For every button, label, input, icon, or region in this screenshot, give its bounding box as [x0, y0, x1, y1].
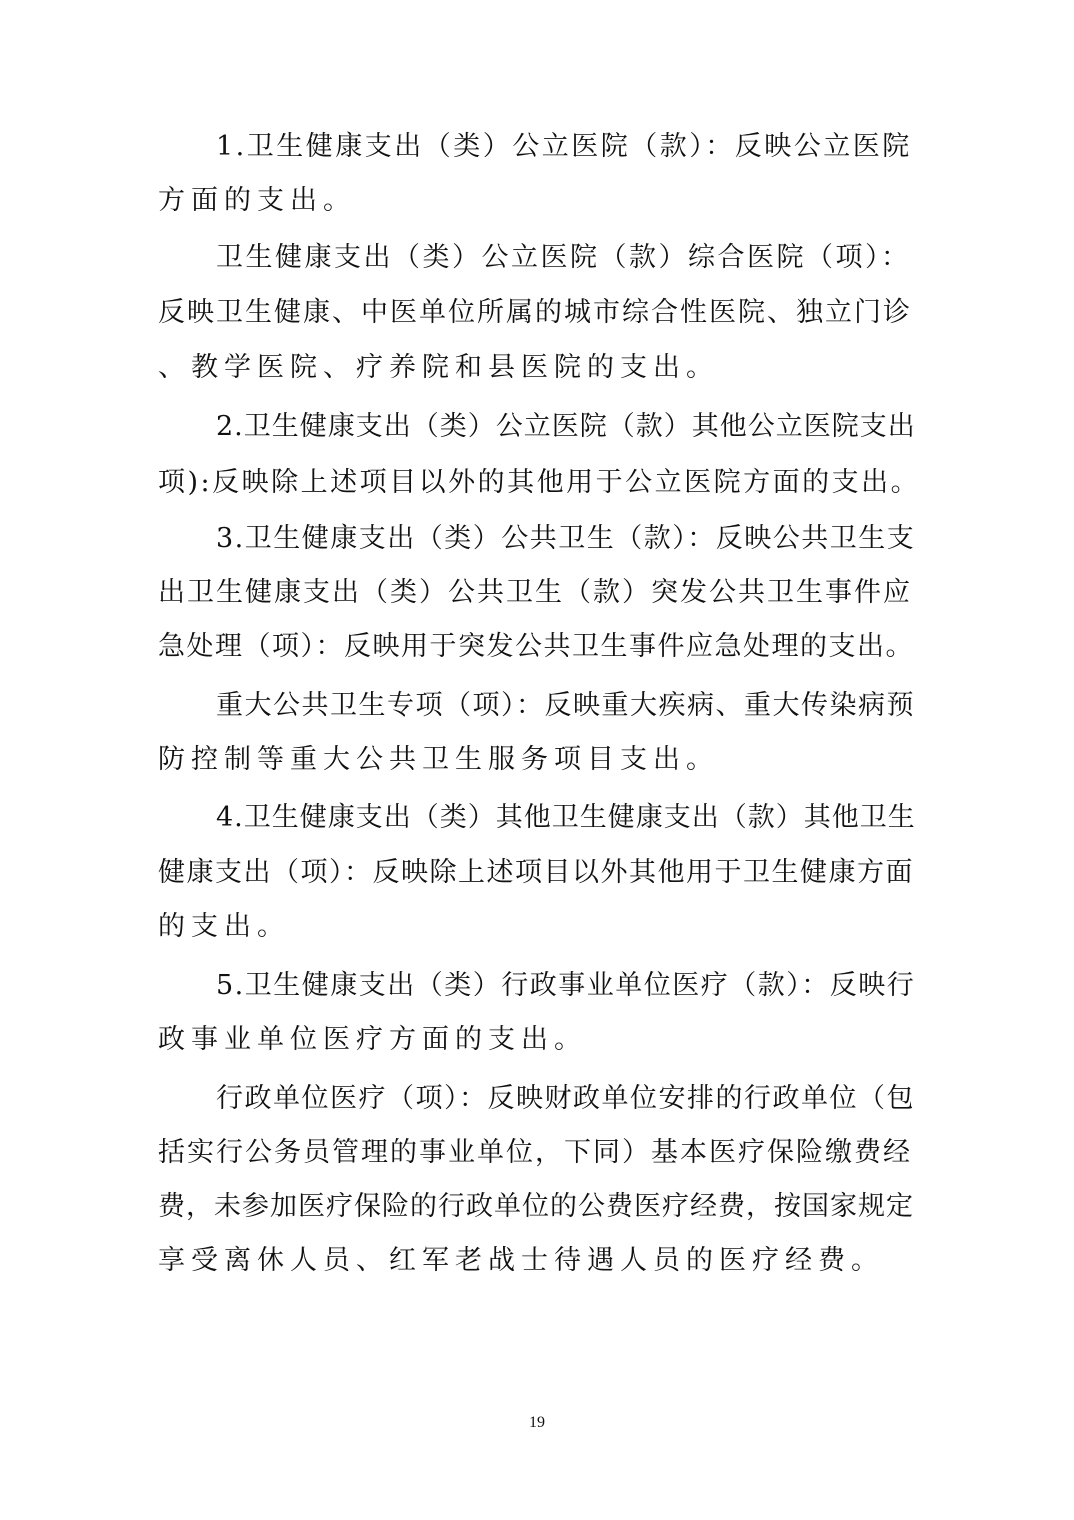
text-line: 政事业单位医疗方面的支出。 [158, 1024, 587, 1055]
text-line: 5.卫生健康支出（类）行政事业单位医疗（款）：反映行 [216, 970, 916, 1001]
text-line: 防控制等重大公共卫生服务项目支出。 [158, 744, 719, 775]
page-number: 19 [529, 1414, 545, 1431]
text-line: 、教学医院、疗养院和县医院的支出。 [158, 352, 719, 383]
text-line: 享受离休人员、红军老战士待遇人员的医疗经费。 [158, 1245, 884, 1276]
text-line: 行政单位医疗（项）：反映财政单位安排的行政单位（包 [216, 1083, 915, 1114]
text-line: 反映卫生健康、中医单位所属的城市综合性医院、独立门诊 [158, 297, 912, 328]
text-line: 费，未参加医疗保险的行政单位的公费医疗经费，按国家规定 [158, 1191, 914, 1222]
text-line: 急处理（项）：反映用于突发公共卫生事件应急处理的支出。 [158, 631, 914, 662]
text-line: 方面的支出。 [158, 185, 356, 216]
text-line: 括实行公务员管理的事业单位，下同）基本医疗保险缴费经 [158, 1137, 912, 1168]
text-line: 3.卫生健康支出（类）公共卫生（款）：反映公共卫生支 [216, 523, 916, 554]
text-line: 1.卫生健康支出（类）公立医院（款）：反映公立医院 [216, 131, 912, 162]
text-line: 卫生健康支出（类）公立医院（款）综合医院（项）： [216, 242, 911, 273]
text-line: 2.卫生健康支出（类）公立医院（款）其他公立医院支出 [216, 411, 916, 442]
text-line: 出卫生健康支出（类）公共卫生（款）突发公共卫生事件应 [158, 577, 912, 608]
text-line: 的支出。 [158, 911, 290, 942]
text-line: 重大公共卫生专项（项）：反映重大疾病、重大传染病预 [216, 690, 915, 721]
text-line: 4.卫生健康支出（类）其他卫生健康支出（款）其他卫生 [216, 802, 916, 833]
text-line: 健康支出（项）：反映除上述项目以外其他用于卫生健康方面 [158, 857, 914, 888]
text-line: 项):反映除上述项目以外的其他用于公立医院方面的支出。 [158, 467, 921, 498]
